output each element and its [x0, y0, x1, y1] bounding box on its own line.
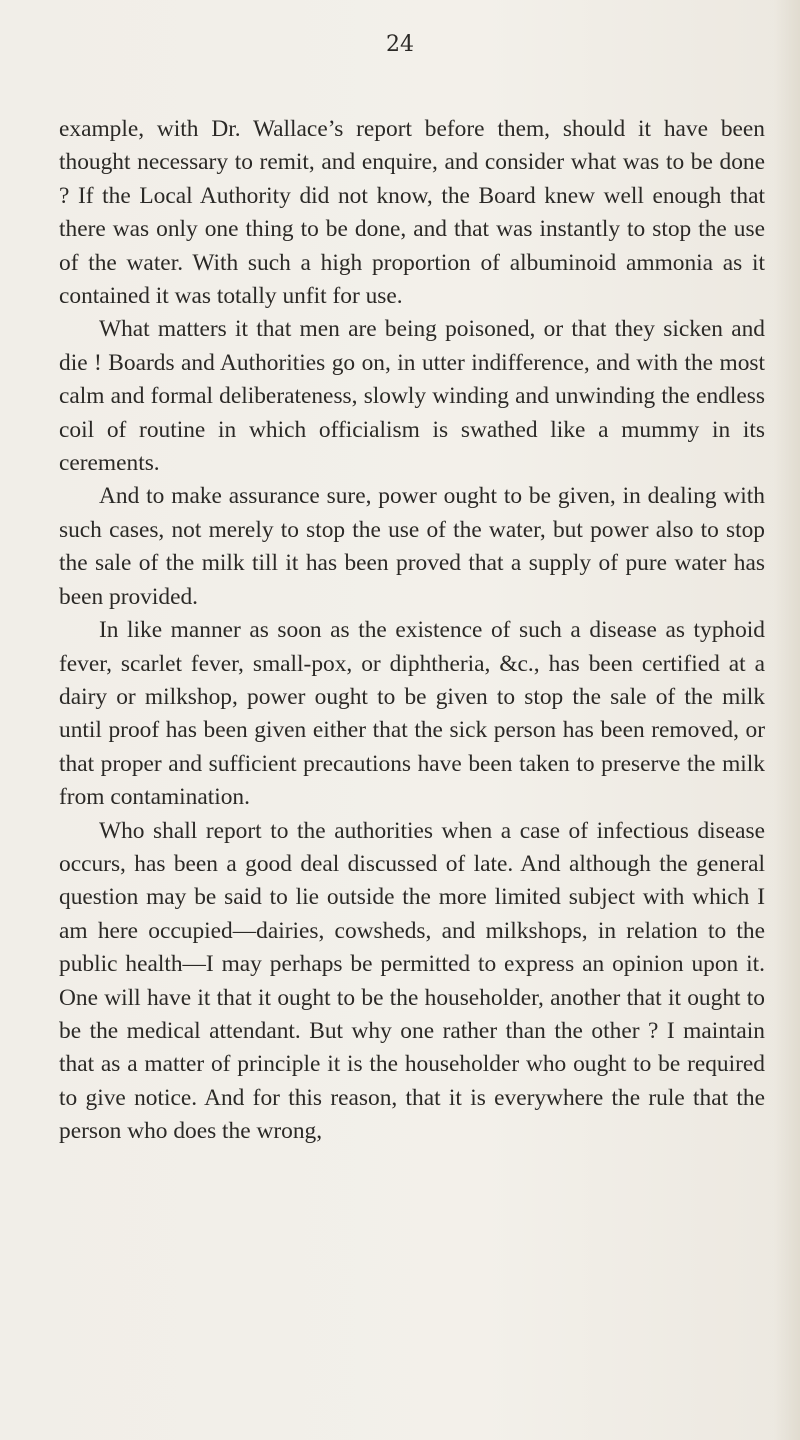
paragraph-5: Who shall report to the authorities when a case of infectious disease occurs, has been a good deal discussed of late. And although the general question may be said to lie outside the more limited subject with which I am here occupied—dairies, cowsheds, and milkshops, in relation to the public health—I may perhaps be permitted to express an opinion upon it. One will have it that it ought to be the householder, another that it ought to be the medical attendant. But why one rather than the other ? I maintain that as a matter of principle it is the householder who ought to be required to give notice. And for this reason, that it is everywhere the rule that the person who does the wrong, [59, 817, 765, 1145]
page-edge-shadow [774, 0, 800, 1440]
paragraph-1: example, with Dr. Wallace’s report before them, should it have been thought necessary to remit, and enquire, and consider what was to be done ? If the Local Authority did not know, the Board knew well enough that there was only one thing to be done, and that was instantly to stop the use of the water. With such a high proportion of albuminoid ammonia as it contained it was totally unfit for use. [59, 116, 765, 310]
paragraph-4: In like manner as soon as the existence of such a disease as typhoid fever, scarlet fever, small-pox, or diphtheria, &c., has been certified at a dairy or milkshop, power ought to be given to stop the sale of the milk until proof has been given either that the sick person has been removed, or that proper and sufficient precautions have been taken to preserve the milk from contamination. [59, 617, 765, 811]
paragraph-2: What matters it that men are being poisoned, or that they sicken and die ! Boards and Authorities go on, in utter indifference, and with the most calm and formal deliberateness, slowly winding and unwinding the endless coil of routine in which officialism is swathed like a mummy in its cerements. [59, 316, 765, 477]
paragraph-3: And to make assurance sure, power ought to be given, in dealing with such cases, not merely to stop the use of the water, but power also to stop the sale of the milk till it has been proved that a supply of pure water has been provided. [59, 483, 765, 610]
page-number: 24 [386, 32, 414, 57]
body-text [59, 113, 765, 1149]
